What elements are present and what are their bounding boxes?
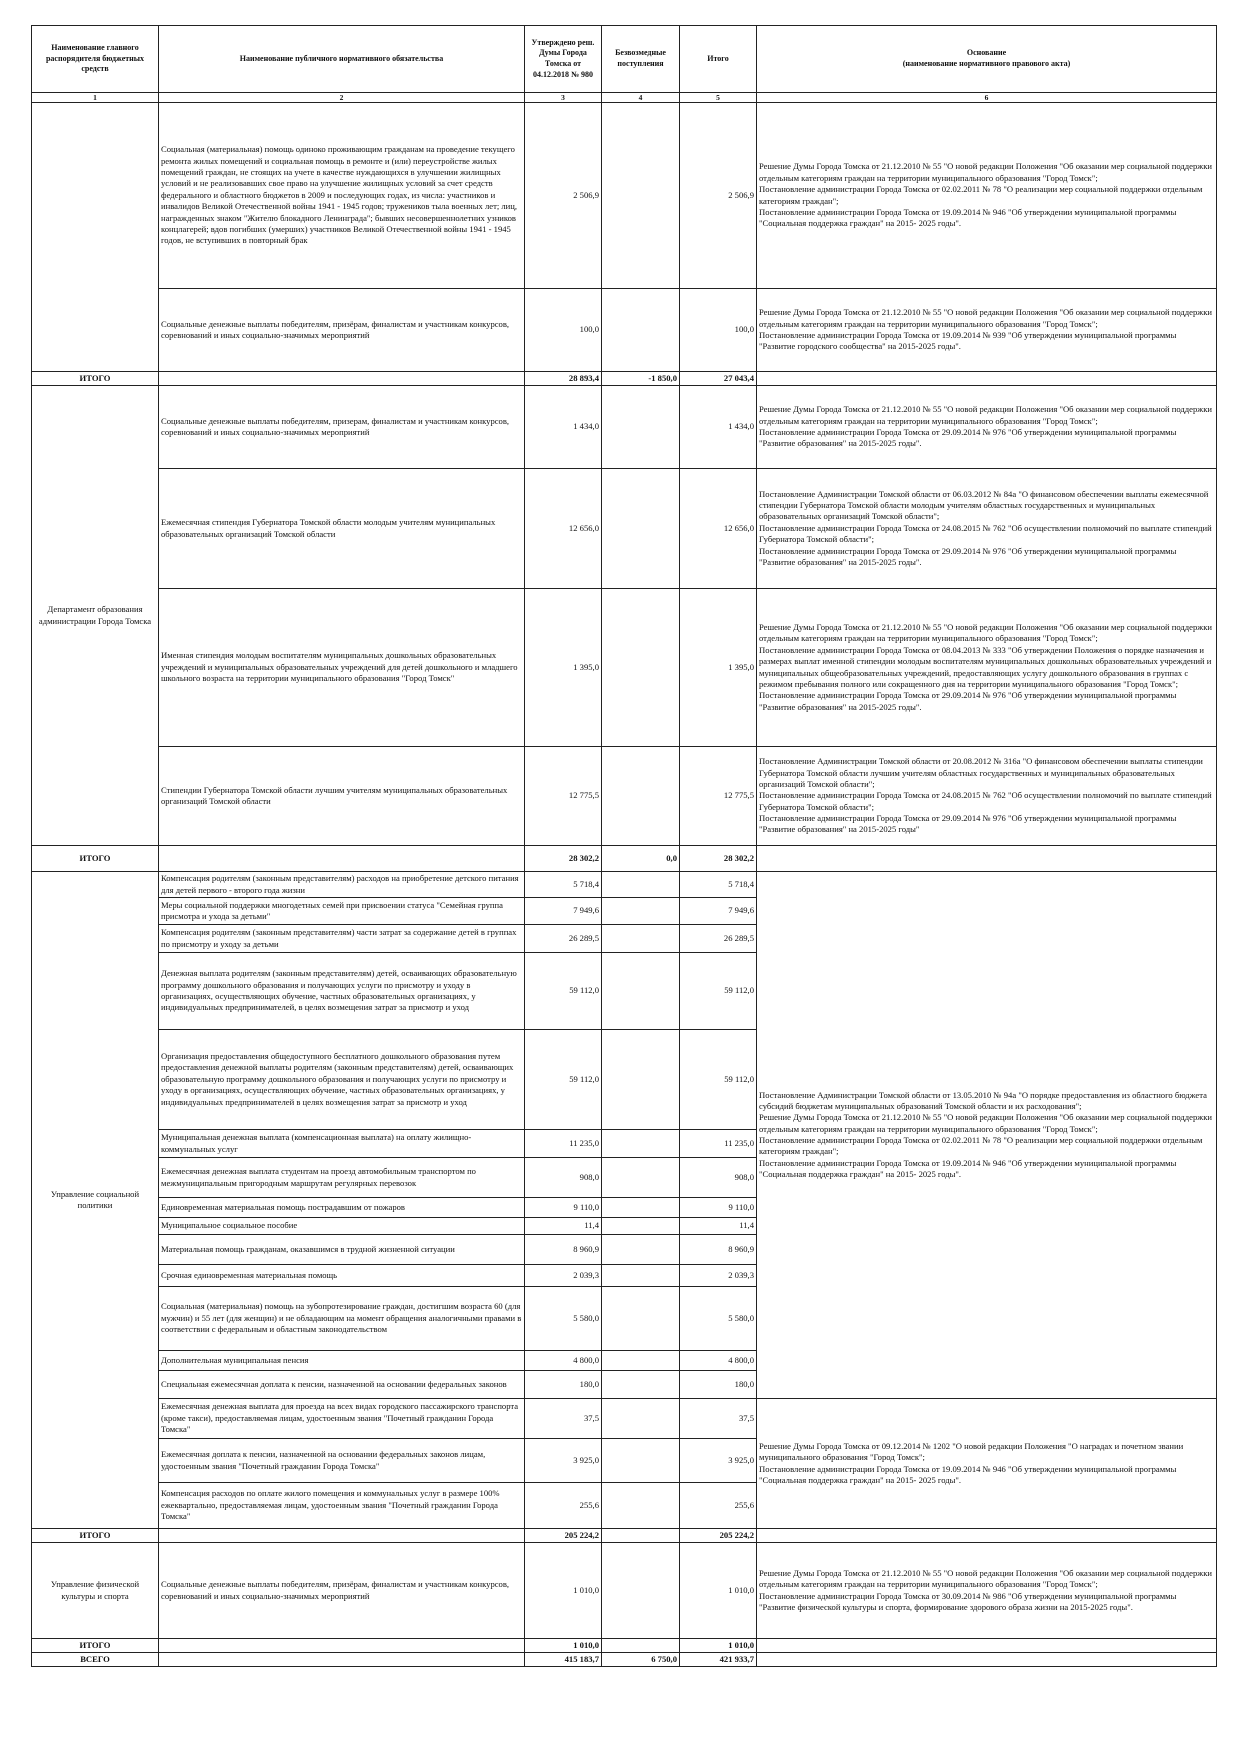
obligation-name: Компенсация родителям (законным представителям) части затрат за содержание детей в группах по присмотру и уходу за детьми — [159, 925, 525, 953]
header-approved: Утверждено реш. Думы Города Томска от 04.12.2018 № 980 — [525, 26, 602, 93]
total-value: 4 800,0 — [680, 1351, 757, 1371]
grants-value — [602, 1483, 680, 1529]
total-value: 5 718,4 — [680, 872, 757, 898]
total-value: 1 395,0 — [680, 589, 757, 747]
basis-text-honor: Решение Думы Города Томска от 09.12.2014 № 1202 "О новой редакции Положения "О наградах и почетном звании муниципального образования "Город Томск"; Постановление администрации Города Томска от 19.09.2014 № 946 "Об утверждении муниципальной программы "Социальная поддержка граждан" на 2015- 2025 годы". — [757, 1399, 1217, 1529]
subtotal-row — [32, 372, 1217, 386]
subtotal-total: 28 302,2 — [680, 846, 757, 872]
obligation-name: Компенсация расходов по оплате жилого помещения и коммунальных услуг в размере 100% ежеквартально, предоставляемая лицам, удостоенным звания "Почетный гражданин Города Томска" — [159, 1483, 525, 1529]
subtotal-approved: 28 893,4 — [525, 372, 602, 386]
header-obligation: Наименование публичного нормативного обязательства — [159, 26, 525, 93]
col-number: 3 — [525, 93, 602, 103]
obligation-name: Компенсация родителям (законным представителям) расходов на приобретение детского питания для детей первого - второго года жизни — [159, 872, 525, 898]
col-number: 2 — [159, 93, 525, 103]
basis-text: Решение Думы Города Томска от 21.12.2010 № 55 "О новой редакции Положения "Об оказании мер социальной поддержки отдельным категориям граждан на территории муниципального образования "Город Томск"; Постановление администрации Города Томска от 29.09.2014 № 976 "Об утверждении муниципальной программы "Развитие образования" на 2015-2025 годы". — [757, 386, 1217, 469]
department-sport: Управление физической культуры и спорта — [32, 1543, 159, 1639]
col-number: 6 — [757, 93, 1217, 103]
basis-text-social: Постановление Администрации Томской области от 13.05.2010 № 94а "О порядке предоставления из областного бюджета субсидий бюджетам муниципальных образований Томской области и их расходования"; Решение Думы Города Томска от 21.12.2010 № 55 "О новой редакции Положения "Об оказании мер социальной поддержки отдельным категориям граждан на территории муниципального образования "Город Томск"; Постановление администрации Города Томска от 02.02.2011 № 78 "О реализации мер социальной поддержки отдельным категориям граждан"; Постановление администрации Города Томска от 19.09.2014 № 946 "Об утверждении муниципальной программы "Социальная поддержка граждан" на 2015- 2025 годы". — [757, 872, 1217, 1399]
empty-cell — [757, 846, 1217, 872]
empty-cell — [159, 1653, 525, 1667]
document-page — [31, 25, 1216, 1667]
approved-value: 37,5 — [525, 1399, 602, 1439]
total-value: 26 289,5 — [680, 925, 757, 953]
grants-value — [602, 386, 680, 469]
obligations-table — [31, 25, 1217, 1667]
table-row — [32, 469, 1217, 589]
subtotal-row — [32, 1639, 1217, 1653]
grants-value — [602, 1399, 680, 1439]
approved-value: 5 718,4 — [525, 872, 602, 898]
total-value: 11,4 — [680, 1218, 757, 1235]
approved-value: 1 010,0 — [525, 1543, 602, 1639]
grants-value — [602, 1030, 680, 1130]
obligation-name: Социальная (материальная) помощь одиноко проживающим гражданам на проведение текущего ремонта жилых помещений и социальная помощь в ремонте и (или) переустройстве жилых помещений граждан, не стоящих на учете в качестве нуждающихся в улучшении жилищных условий и не реализовавших свое право на улучшение жилищных условий за счет средств федерального и областного бюджетов в 2009 и последующих годах, из числа: участников и инвалидов Великой Отечественной войны 1941 - 1945 годов; тружеников тыла военных лет; лиц, награжденных знаком "Жителю блокадного Ленинграда"; бывших несовершеннолетних узников концлагерей; вдов погибших (умерших) участников Великой Отечественной войны 1941 - 1945 годов, не вступивших в повторный брак — [159, 103, 525, 289]
obligation-name: Социальная (материальная) помощь на зубопротезирование граждан, достигшим возраста 60 (для мужчин) и 55 лет (для женщин) и не обладающим на момент обращения аналогичными правами в соответствии с федеральным и областным законодательством — [159, 1287, 525, 1351]
total-value: 255,6 — [680, 1483, 757, 1529]
approved-value: 5 580,0 — [525, 1287, 602, 1351]
table-row — [32, 1399, 1217, 1439]
total-value: 180,0 — [680, 1371, 757, 1399]
subtotal-approved: 1 010,0 — [525, 1639, 602, 1653]
empty-cell — [159, 1639, 525, 1653]
approved-value: 7 949,6 — [525, 898, 602, 925]
total-value: 12 775,5 — [680, 747, 757, 846]
basis-text: Решение Думы Города Томска от 21.12.2010 № 55 "О новой редакции Положения "Об оказании мер социальной поддержки отдельным категориям граждан на территории муниципального образования "Город Томск"; Постановление администрации Города Томска от 02.02.2011 № 78 "О реализации мер социальной поддержки отдельным категориям граждан"; Постановление администрации Города Томска от 19.09.2014 № 946 "Об утверждении муниципальной программы "Социальная поддержка граждан" на 2015- 2025 годы". — [757, 103, 1217, 289]
grand-total-row — [32, 1653, 1217, 1667]
empty-cell — [159, 846, 525, 872]
obligation-name: Стипендии Губернатора Томской области лучшим учителям муниципальных образовательных организаций Томской области — [159, 747, 525, 846]
obligation-name: Ежемесячная денежная выплата студентам на проезд автомобильным транспортом по межмуниципальным пригородным маршрутам регулярных перевозок — [159, 1158, 525, 1198]
total-value: 908,0 — [680, 1158, 757, 1198]
grants-value — [602, 1287, 680, 1351]
total-value: 2 506,9 — [680, 103, 757, 289]
obligation-name: Материальная помощь гражданам, оказавшимся в трудной жизненной ситуации — [159, 1235, 525, 1265]
approved-value: 1 395,0 — [525, 589, 602, 747]
header-distributor: Наименование главного распорядителя бюджетных средств — [32, 26, 159, 93]
column-number-row — [32, 93, 1217, 103]
approved-value: 1 434,0 — [525, 386, 602, 469]
subtotal-label: ИТОГО — [32, 846, 159, 872]
total-value: 7 949,6 — [680, 898, 757, 925]
obligation-name: Единовременная материальная помощь пострадавшим от пожаров — [159, 1198, 525, 1218]
approved-value: 255,6 — [525, 1483, 602, 1529]
grand-total-approved: 415 183,7 — [525, 1653, 602, 1667]
approved-value: 2 039,3 — [525, 1265, 602, 1287]
grand-total-grants: 6 750,0 — [602, 1653, 680, 1667]
total-value: 59 112,0 — [680, 953, 757, 1030]
total-value: 1 434,0 — [680, 386, 757, 469]
grants-value — [602, 925, 680, 953]
grants-value — [602, 1218, 680, 1235]
table-row — [32, 747, 1217, 846]
approved-value: 12 775,5 — [525, 747, 602, 846]
grants-value — [602, 1439, 680, 1483]
approved-value: 11 235,0 — [525, 1130, 602, 1158]
grants-value — [602, 898, 680, 925]
distributor-cell-empty — [32, 103, 159, 372]
department-social-policy: Управление социальной политики — [32, 872, 159, 1529]
approved-value: 9 110,0 — [525, 1198, 602, 1218]
total-value: 37,5 — [680, 1399, 757, 1439]
grants-value — [602, 1265, 680, 1287]
approved-value: 180,0 — [525, 1371, 602, 1399]
subtotal-grants: -1 850,0 — [602, 372, 680, 386]
table-row — [32, 386, 1217, 469]
approved-value: 908,0 — [525, 1158, 602, 1198]
approved-value: 2 506,9 — [525, 103, 602, 289]
basis-text: Постановление Администрации Томской области от 20.08.2012 № 316а "О финансовом обеспечении выплаты стипендии Губернатора Томской области лучшим учителям областных государственных и муниципальных образовательных организаций Томской области"; Постановление администрации Города Томска от 24.08.2015 № 762 "Об осуществлении полномочий по выплате стипендий Губернатора Томской области"; Постановление администрации Города Томска от 29.09.2014 № 976 "Об утверждении муниципальной программы "Развитие образования" на 2015-2025 годы" — [757, 747, 1217, 846]
table-row — [32, 872, 1217, 898]
obligation-name: Дополнительная муниципальная пенсия — [159, 1351, 525, 1371]
subtotal-approved: 205 224,2 — [525, 1529, 602, 1543]
approved-value: 8 960,9 — [525, 1235, 602, 1265]
subtotal-label: ИТОГО — [32, 372, 159, 386]
obligation-name: Ежемесячная денежная выплата для проезда на всех видах городского пассажирского транспорта (кроме такси), предоставляемая лицам, удостоенным звания "Почетный гражданин Города Томска" — [159, 1399, 525, 1439]
grants-value — [602, 1198, 680, 1218]
approved-value: 4 800,0 — [525, 1351, 602, 1371]
basis-text: Решение Думы Города Томска от 21.12.2010 № 55 "О новой редакции Положения "Об оказании мер социальной поддержки отдельным категориям граждан на территории муниципального образования "Город Томск"; Постановление администрации Города Томска от 19.09.2014 № 939 "Об утверждении муниципальной программы "Развитие городского сообщества" на 2015-2025 годы". — [757, 289, 1217, 372]
subtotal-total: 205 224,2 — [680, 1529, 757, 1543]
total-value: 12 656,0 — [680, 469, 757, 589]
approved-value: 3 925,0 — [525, 1439, 602, 1483]
grants-value — [602, 469, 680, 589]
obligation-name: Меры социальной поддержки многодетных семей при присвоении статуса "Семейная группа присмотра и ухода за детьми" — [159, 898, 525, 925]
grants-value — [602, 872, 680, 898]
subtotal-label: ИТОГО — [32, 1529, 159, 1543]
total-value: 8 960,9 — [680, 1235, 757, 1265]
obligation-name: Социальные денежные выплаты победителям, призерам, финалистам и участникам конкурсов, соревнований и иных социально-значимых мероприятий — [159, 386, 525, 469]
basis-text: Постановление Администрации Томской области от 06.03.2012 № 84а "О финансовом обеспечении выплаты ежемесячной стипендии Губернатора Томской области молодым учителям областных государственных и муниципальных образовательных организаций Томской области"; Постановление администрации Города Томска от 24.08.2015 № 762 "Об осуществлении полномочий по выплате стипендий Губернатора Томской области"; Постановление администрации Города Томска от 29.09.2014 № 976 "Об утверждении муниципальной программы "Развитие образования" на 2015-2025 годы". — [757, 469, 1217, 589]
obligation-name: Ежемесячная доплата к пенсии, назначенной на основании федеральных законов лицам, удостоенным звания "Почетный гражданин Города Томска" — [159, 1439, 525, 1483]
basis-text: Решение Думы Города Томска от 21.12.2010 № 55 "О новой редакции Положения "Об оказании мер социальной поддержки отдельным категориям граждан на территории муниципального образования "Город Томск"; Постановление администрации Города Томска от 30.09.2014 № 986 "Об утверждении муниципальной программы "Развитие физической культуры и спорта, формирование здорового образа жизни на 2015-2025 годы". — [757, 1543, 1217, 1639]
col-number: 4 — [602, 93, 680, 103]
subtotal-row — [32, 1529, 1217, 1543]
empty-cell — [757, 372, 1217, 386]
approved-value: 12 656,0 — [525, 469, 602, 589]
obligation-name: Социальные денежные выплаты победителям, призёрам, финалистам и участникам конкурсов, соревнований и иных социально-значимых мероприятий — [159, 1543, 525, 1639]
table-row — [32, 289, 1217, 372]
obligation-name: Денежная выплата родителям (законным представителям) детей, осваивающих образовательную программу дошкольного образования и получающих услуги по присмотру и уходу в организациях, осуществляющих обучение, частных образовательных организациях, у индивидуальных предпринимателей, в целях возмещения затрат за присмотр и уход — [159, 953, 525, 1030]
grants-value — [602, 289, 680, 372]
subtotal-total: 1 010,0 — [680, 1639, 757, 1653]
empty-cell — [757, 1653, 1217, 1667]
total-value: 1 010,0 — [680, 1543, 757, 1639]
subtotal-approved: 28 302,2 — [525, 846, 602, 872]
table-row — [32, 103, 1217, 289]
header-total: Итого — [680, 26, 757, 93]
empty-cell — [159, 1529, 525, 1543]
total-value: 3 925,0 — [680, 1439, 757, 1483]
subtotal-grants — [602, 1529, 680, 1543]
col-number: 1 — [32, 93, 159, 103]
grants-value — [602, 1351, 680, 1371]
total-value: 11 235,0 — [680, 1130, 757, 1158]
grants-value — [602, 1543, 680, 1639]
grants-value — [602, 1235, 680, 1265]
grand-total-total: 421 933,7 — [680, 1653, 757, 1667]
header-basis: Основание (наименование нормативного правового акта) — [757, 26, 1217, 93]
obligation-name: Специальная ежемесячная доплата к пенсии, назначенной на основании федеральных законов — [159, 1371, 525, 1399]
basis-text: Решение Думы Города Томска от 21.12.2010 № 55 "О новой редакции Положения "Об оказании мер социальной поддержки отдельным категориям граждан на территории муниципального образования "Город Томск"; Постановление администрации Города Томска от 08.04.2013 № 333 "Об утверждении Положения о порядке назначения и размерах выплат именной стипендии молодым воспитателям муниципальных дошкольных образовательных учреждений и муниципальных общеобразовательных учреждений, предоставляющих услугу дошкольного образования в группах с режимом пребывания полного или сокращенного дня на территории муниципального образования "Город Томск"; Постановление администрации Города Томска от 29.09.2014 № 976 "Об утверждении муниципальной программы "Развитие образования" на 2015-2025 годы". — [757, 589, 1217, 747]
table-row — [32, 589, 1217, 747]
grants-value — [602, 589, 680, 747]
obligation-name: Именная стипендия молодым воспитателям муниципальных дошкольных образовательных учреждений и муниципальных образовательных учреждений для детей дошкольного и младшего школьного возраста на территории муниципального образования "Город Томск" — [159, 589, 525, 747]
obligation-name: Ежемесячная стипендия Губернатора Томской области молодым учителям муниципальных образовательных организаций Томской области — [159, 469, 525, 589]
grants-value — [602, 103, 680, 289]
table-row — [32, 1543, 1217, 1639]
total-value: 9 110,0 — [680, 1198, 757, 1218]
total-value: 2 039,3 — [680, 1265, 757, 1287]
grants-value — [602, 1130, 680, 1158]
obligation-name: Муниципальное социальное пособие — [159, 1218, 525, 1235]
subtotal-total: 27 043,4 — [680, 372, 757, 386]
grants-value — [602, 1371, 680, 1399]
grand-total-label: ВСЕГО — [32, 1653, 159, 1667]
approved-value: 59 112,0 — [525, 1030, 602, 1130]
subtotal-grants — [602, 1639, 680, 1653]
subtotal-row — [32, 846, 1217, 872]
department-education: Департамент образования администрации Города Томска — [32, 386, 159, 846]
approved-value: 100,0 — [525, 289, 602, 372]
obligation-name: Срочная единовременная материальная помощь — [159, 1265, 525, 1287]
grants-value — [602, 1158, 680, 1198]
approved-value: 59 112,0 — [525, 953, 602, 1030]
approved-value: 11,4 — [525, 1218, 602, 1235]
obligation-name: Социальные денежные выплаты победителям, призёрам, финалистам и участникам конкурсов, соревнований и иных социально-значимых мероприятий — [159, 289, 525, 372]
empty-cell — [757, 1639, 1217, 1653]
total-value: 100,0 — [680, 289, 757, 372]
header-grants: Безвозмедные поступления — [602, 26, 680, 93]
empty-cell — [757, 1529, 1217, 1543]
total-value: 5 580,0 — [680, 1287, 757, 1351]
grants-value — [602, 953, 680, 1030]
approved-value: 26 289,5 — [525, 925, 602, 953]
col-number: 5 — [680, 93, 757, 103]
subtotal-grants: 0,0 — [602, 846, 680, 872]
empty-cell — [159, 372, 525, 386]
obligation-name: Организация предоставления общедоступного бесплатного дошкольного образования путем предоставления денежной выплаты родителям (законным представителям) детей, осваивающих образовательную программу дошкольного образования и получающих услуги по присмотру и уходу в организациях, осуществляющих обучение, частных образовательных организациях, у индивидуальных предпринимателей в целях возмещения затрат за присмотр и уход — [159, 1030, 525, 1130]
subtotal-label: ИТОГО — [32, 1639, 159, 1653]
total-value: 59 112,0 — [680, 1030, 757, 1130]
grants-value — [602, 747, 680, 846]
header-row — [32, 26, 1217, 93]
obligation-name: Муниципальная денежная выплата (компенсационная выплата) на оплату жилищно-коммунальных услуг — [159, 1130, 525, 1158]
